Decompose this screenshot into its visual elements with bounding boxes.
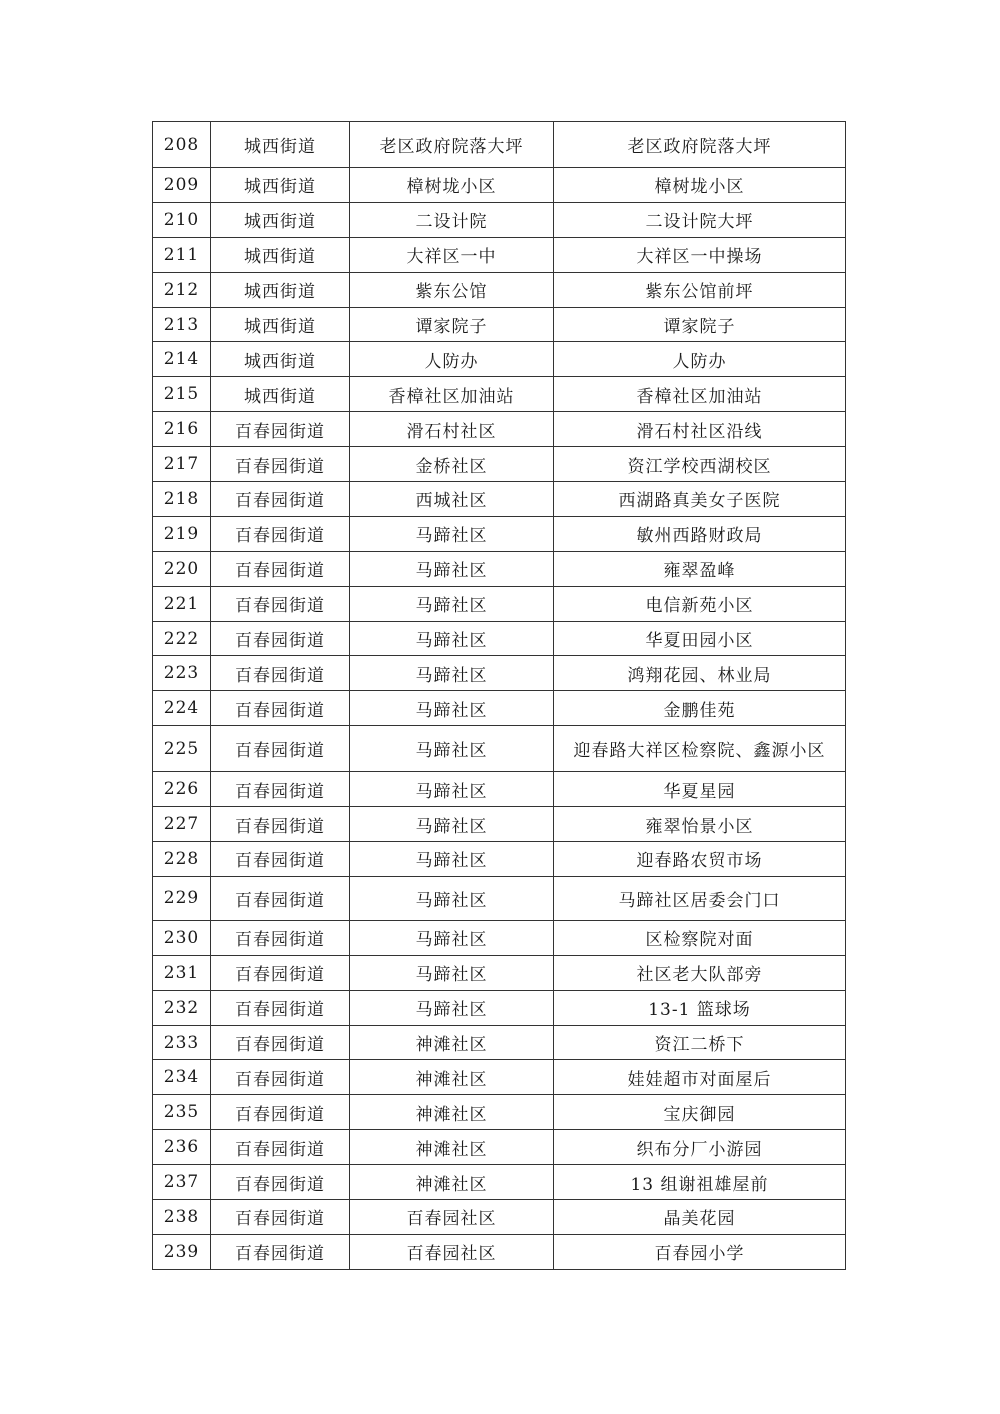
row-number-cell: 230 (153, 920, 211, 955)
table-row (153, 342, 846, 377)
community-cell: 马蹄社区 (350, 990, 554, 1025)
street-cell: 百春园街道 (211, 447, 350, 482)
row-number-cell: 220 (153, 551, 211, 586)
street-cell: 百春园街道 (211, 1130, 350, 1165)
street-cell: 城西街道 (211, 237, 350, 272)
street-cell: 百春园街道 (211, 551, 350, 586)
location-cell: 雍翠盈峰 (554, 551, 846, 586)
table-row (153, 122, 846, 168)
table-row (153, 691, 846, 726)
community-cell: 紫东公馆 (350, 272, 554, 307)
location-cell: 13 组谢祖雄屋前 (554, 1165, 846, 1200)
table-row (153, 955, 846, 990)
row-number-cell: 223 (153, 656, 211, 691)
location-cell: 宝庆御园 (554, 1095, 846, 1130)
community-cell: 马蹄社区 (350, 551, 554, 586)
community-cell: 人防办 (350, 342, 554, 377)
street-cell: 百春园街道 (211, 621, 350, 656)
row-number-cell: 234 (153, 1060, 211, 1095)
row-number-cell: 228 (153, 842, 211, 877)
location-cell: 迎春路农贸市场 (554, 842, 846, 877)
row-number-cell: 236 (153, 1130, 211, 1165)
location-cell: 敏州西路财政局 (554, 516, 846, 551)
community-cell: 神滩社区 (350, 1165, 554, 1200)
street-cell: 百春园街道 (211, 1025, 350, 1060)
street-cell: 百春园街道 (211, 691, 350, 726)
table-row (153, 1200, 846, 1235)
table-row (153, 1095, 846, 1130)
community-cell: 马蹄社区 (350, 726, 554, 772)
table-row (153, 990, 846, 1025)
street-cell: 百春园街道 (211, 990, 350, 1025)
location-cell: 香樟社区加油站 (554, 377, 846, 412)
table-row (153, 202, 846, 237)
table-row (153, 272, 846, 307)
location-cell: 鸿翔花园、林业局 (554, 656, 846, 691)
street-cell: 百春园街道 (211, 1200, 350, 1235)
location-cell: 织布分厂小游园 (554, 1130, 846, 1165)
community-cell: 马蹄社区 (350, 876, 554, 920)
row-number-cell: 239 (153, 1234, 211, 1269)
community-cell: 香樟社区加油站 (350, 377, 554, 412)
location-cell: 西湖路真美女子医院 (554, 482, 846, 517)
street-cell: 百春园街道 (211, 772, 350, 807)
row-number-cell: 211 (153, 237, 211, 272)
location-cell: 滑石村社区沿线 (554, 412, 846, 447)
community-cell: 滑石村社区 (350, 412, 554, 447)
table-row (153, 447, 846, 482)
table-row (153, 1025, 846, 1060)
table-row (153, 551, 846, 586)
street-cell: 百春园街道 (211, 955, 350, 990)
table-row (153, 1165, 846, 1200)
table-row (153, 377, 846, 412)
row-number-cell: 226 (153, 772, 211, 807)
location-cell: 13-1 篮球场 (554, 990, 846, 1025)
street-cell: 百春园街道 (211, 516, 350, 551)
row-number-cell: 225 (153, 726, 211, 772)
street-cell: 城西街道 (211, 377, 350, 412)
street-cell: 百春园街道 (211, 1060, 350, 1095)
table-row (153, 621, 846, 656)
location-cell: 谭家院子 (554, 307, 846, 342)
location-cell: 百春园小学 (554, 1234, 846, 1269)
street-cell: 城西街道 (211, 168, 350, 203)
table-row (153, 726, 846, 772)
table-row (153, 586, 846, 621)
table-row (153, 1060, 846, 1095)
community-cell: 谭家院子 (350, 307, 554, 342)
row-number-cell: 208 (153, 122, 211, 168)
location-cell: 樟树垅小区 (554, 168, 846, 203)
table-row (153, 876, 846, 920)
row-number-cell: 227 (153, 807, 211, 842)
location-cell: 大祥区一中操场 (554, 237, 846, 272)
table-row (153, 412, 846, 447)
table-row (153, 516, 846, 551)
location-cell: 金鹏佳苑 (554, 691, 846, 726)
row-number-cell: 214 (153, 342, 211, 377)
location-cell: 紫东公馆前坪 (554, 272, 846, 307)
street-cell: 城西街道 (211, 307, 350, 342)
row-number-cell: 232 (153, 990, 211, 1025)
community-cell: 马蹄社区 (350, 920, 554, 955)
row-number-cell: 237 (153, 1165, 211, 1200)
community-cell: 神滩社区 (350, 1025, 554, 1060)
location-cell: 迎春路大祥区检察院、鑫源小区 (554, 726, 846, 772)
community-cell: 马蹄社区 (350, 516, 554, 551)
community-cell: 老区政府院落大坪 (350, 122, 554, 168)
table-row (153, 920, 846, 955)
street-cell: 百春园街道 (211, 920, 350, 955)
community-cell: 神滩社区 (350, 1060, 554, 1095)
community-cell: 百春园社区 (350, 1234, 554, 1269)
table-row (153, 842, 846, 877)
community-cell: 神滩社区 (350, 1130, 554, 1165)
street-cell: 百春园街道 (211, 842, 350, 877)
community-cell: 马蹄社区 (350, 772, 554, 807)
row-number-cell: 209 (153, 168, 211, 203)
table-row (153, 168, 846, 203)
street-cell: 百春园街道 (211, 482, 350, 517)
row-number-cell: 233 (153, 1025, 211, 1060)
community-cell: 大祥区一中 (350, 237, 554, 272)
street-cell: 百春园街道 (211, 1095, 350, 1130)
location-cell: 娃娃超市对面屋后 (554, 1060, 846, 1095)
table-row (153, 307, 846, 342)
table-row (153, 1130, 846, 1165)
table-row (153, 807, 846, 842)
street-cell: 城西街道 (211, 202, 350, 237)
row-number-cell: 219 (153, 516, 211, 551)
location-cell: 华夏田园小区 (554, 621, 846, 656)
location-cell: 晶美花园 (554, 1200, 846, 1235)
table-row (153, 656, 846, 691)
document-page (152, 121, 845, 1270)
table-row (153, 237, 846, 272)
street-cell: 百春园街道 (211, 807, 350, 842)
community-cell: 马蹄社区 (350, 955, 554, 990)
row-number-cell: 218 (153, 482, 211, 517)
location-cell: 二设计院大坪 (554, 202, 846, 237)
street-cell: 百春园街道 (211, 876, 350, 920)
community-cell: 金桥社区 (350, 447, 554, 482)
community-cell: 马蹄社区 (350, 656, 554, 691)
community-cell: 马蹄社区 (350, 842, 554, 877)
row-number-cell: 229 (153, 876, 211, 920)
location-cell: 老区政府院落大坪 (554, 122, 846, 168)
street-cell: 百春园街道 (211, 656, 350, 691)
table-row (153, 482, 846, 517)
location-cell: 雍翠怡景小区 (554, 807, 846, 842)
location-cell: 资江二桥下 (554, 1025, 846, 1060)
street-cell: 城西街道 (211, 272, 350, 307)
table-body (153, 122, 846, 1270)
row-number-cell: 213 (153, 307, 211, 342)
location-cell: 资江学校西湖校区 (554, 447, 846, 482)
row-number-cell: 210 (153, 202, 211, 237)
community-cell: 西城社区 (350, 482, 554, 517)
row-number-cell: 235 (153, 1095, 211, 1130)
community-cell: 马蹄社区 (350, 586, 554, 621)
location-cell: 华夏星园 (554, 772, 846, 807)
street-cell: 百春园街道 (211, 726, 350, 772)
community-cell: 百春园社区 (350, 1200, 554, 1235)
street-cell: 百春园街道 (211, 412, 350, 447)
row-number-cell: 231 (153, 955, 211, 990)
community-cell: 樟树垅小区 (350, 168, 554, 203)
row-number-cell: 222 (153, 621, 211, 656)
location-cell: 区检察院对面 (554, 920, 846, 955)
street-cell: 百春园街道 (211, 1165, 350, 1200)
table-row (153, 772, 846, 807)
row-number-cell: 224 (153, 691, 211, 726)
community-cell: 马蹄社区 (350, 691, 554, 726)
location-cell: 人防办 (554, 342, 846, 377)
row-number-cell: 212 (153, 272, 211, 307)
community-cell: 神滩社区 (350, 1095, 554, 1130)
community-cell: 马蹄社区 (350, 621, 554, 656)
community-cell: 二设计院 (350, 202, 554, 237)
location-table (152, 121, 846, 1270)
location-cell: 社区老大队部旁 (554, 955, 846, 990)
street-cell: 百春园街道 (211, 586, 350, 621)
row-number-cell: 238 (153, 1200, 211, 1235)
location-cell: 电信新苑小区 (554, 586, 846, 621)
row-number-cell: 221 (153, 586, 211, 621)
row-number-cell: 216 (153, 412, 211, 447)
location-cell: 马蹄社区居委会门口 (554, 876, 846, 920)
street-cell: 百春园街道 (211, 1234, 350, 1269)
row-number-cell: 217 (153, 447, 211, 482)
street-cell: 城西街道 (211, 342, 350, 377)
street-cell: 城西街道 (211, 122, 350, 168)
row-number-cell: 215 (153, 377, 211, 412)
community-cell: 马蹄社区 (350, 807, 554, 842)
table-row (153, 1234, 846, 1269)
